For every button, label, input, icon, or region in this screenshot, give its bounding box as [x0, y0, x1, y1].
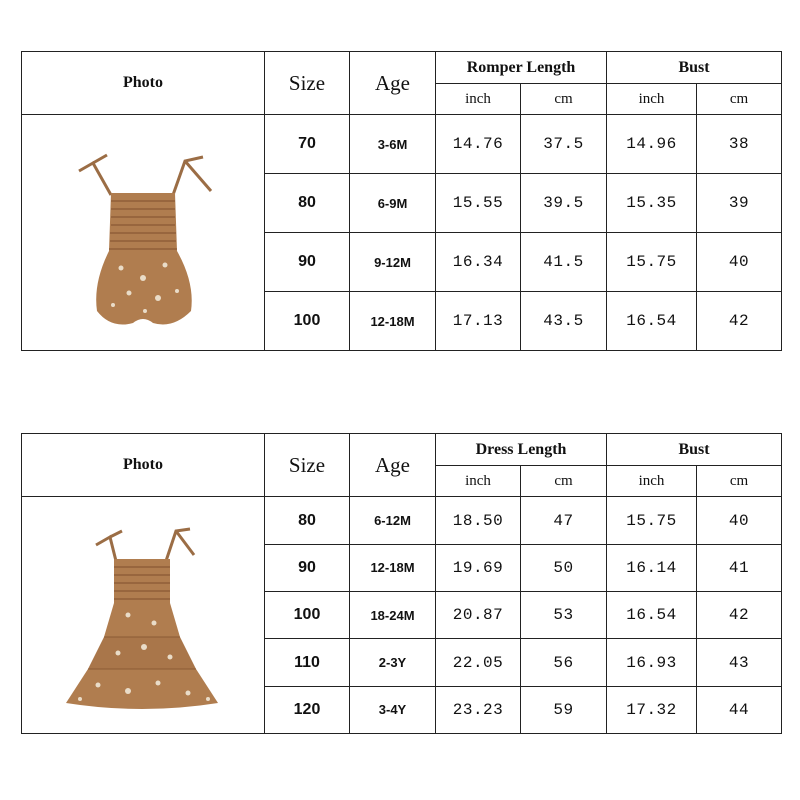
length-cm-cell: 53 — [521, 592, 607, 639]
dress-illustration-icon — [58, 515, 228, 715]
length-cm-cell: 37.5 — [521, 115, 607, 174]
dress-length-header: Dress Length — [436, 434, 607, 466]
length-inch-cell: 20.87 — [436, 592, 521, 639]
size-cell: 90 — [265, 544, 350, 591]
length-inch-cell: 18.50 — [436, 497, 521, 544]
bust-inch-cell: 17.32 — [607, 686, 697, 733]
length-inch-header: inch — [436, 84, 521, 115]
length-inch-cell: 15.55 — [436, 174, 521, 233]
bust-inch-cell: 15.75 — [607, 497, 697, 544]
length-cm-cell: 41.5 — [521, 233, 607, 292]
length-cm-cell: 39.5 — [521, 174, 607, 233]
bust-cm-cell: 40 — [697, 233, 782, 292]
bust-inch-header: inch — [607, 466, 697, 497]
bust-cm-header: cm — [697, 466, 782, 497]
bust-header: Bust — [607, 52, 782, 84]
length-inch-cell: 19.69 — [436, 544, 521, 591]
dress-photo — [22, 497, 265, 734]
bust-cm-cell: 40 — [697, 497, 782, 544]
length-inch-cell: 23.23 — [436, 686, 521, 733]
size-header: Size — [265, 52, 350, 115]
photo-header: Photo — [22, 434, 265, 497]
length-cm-cell: 50 — [521, 544, 607, 591]
bust-inch-cell: 14.96 — [607, 115, 697, 174]
bust-cm-header: cm — [697, 84, 782, 115]
length-cm-cell: 56 — [521, 639, 607, 686]
age-cell: 18-24M — [350, 592, 436, 639]
dress-size-table — [21, 433, 782, 734]
size-cell: 120 — [265, 686, 350, 733]
photo-header: Photo — [22, 52, 265, 115]
length-inch-header: inch — [436, 466, 521, 497]
size-cell: 100 — [265, 592, 350, 639]
size-cell: 100 — [265, 292, 350, 351]
romper-photo — [22, 115, 265, 351]
length-cm-cell: 47 — [521, 497, 607, 544]
age-cell: 2-3Y — [350, 639, 436, 686]
bust-header: Bust — [607, 434, 782, 466]
size-cell: 70 — [265, 115, 350, 174]
bust-inch-cell: 16.54 — [607, 292, 697, 351]
length-cm-header: cm — [521, 466, 607, 497]
bust-cm-cell: 43 — [697, 639, 782, 686]
age-cell: 3-6M — [350, 115, 436, 174]
bust-inch-header: inch — [607, 84, 697, 115]
length-inch-cell: 17.13 — [436, 292, 521, 351]
bust-inch-cell: 16.54 — [607, 592, 697, 639]
table-row — [22, 115, 782, 174]
age-cell: 9-12M — [350, 233, 436, 292]
bust-cm-cell: 39 — [697, 174, 782, 233]
table-row — [22, 497, 782, 544]
length-cm-cell: 43.5 — [521, 292, 607, 351]
bust-cm-cell: 41 — [697, 544, 782, 591]
size-header: Size — [265, 434, 350, 497]
bust-cm-cell: 42 — [697, 592, 782, 639]
size-cell: 110 — [265, 639, 350, 686]
romper-size-table — [21, 51, 782, 351]
length-inch-cell: 22.05 — [436, 639, 521, 686]
romper-illustration-icon — [63, 133, 223, 333]
age-cell: 12-18M — [350, 544, 436, 591]
age-cell: 6-9M — [350, 174, 436, 233]
age-cell: 3-4Y — [350, 686, 436, 733]
length-inch-cell: 16.34 — [436, 233, 521, 292]
bust-cm-cell: 42 — [697, 292, 782, 351]
length-cm-cell: 59 — [521, 686, 607, 733]
size-cell: 90 — [265, 233, 350, 292]
bust-cm-cell: 44 — [697, 686, 782, 733]
romper-length-header: Romper Length — [436, 52, 607, 84]
size-cell: 80 — [265, 174, 350, 233]
bust-cm-cell: 38 — [697, 115, 782, 174]
size-cell: 80 — [265, 497, 350, 544]
length-cm-header: cm — [521, 84, 607, 115]
bust-inch-cell: 15.75 — [607, 233, 697, 292]
length-inch-cell: 14.76 — [436, 115, 521, 174]
age-cell: 12-18M — [350, 292, 436, 351]
age-header: Age — [350, 434, 436, 497]
age-cell: 6-12M — [350, 497, 436, 544]
bust-inch-cell: 16.93 — [607, 639, 697, 686]
age-header: Age — [350, 52, 436, 115]
bust-inch-cell: 15.35 — [607, 174, 697, 233]
bust-inch-cell: 16.14 — [607, 544, 697, 591]
